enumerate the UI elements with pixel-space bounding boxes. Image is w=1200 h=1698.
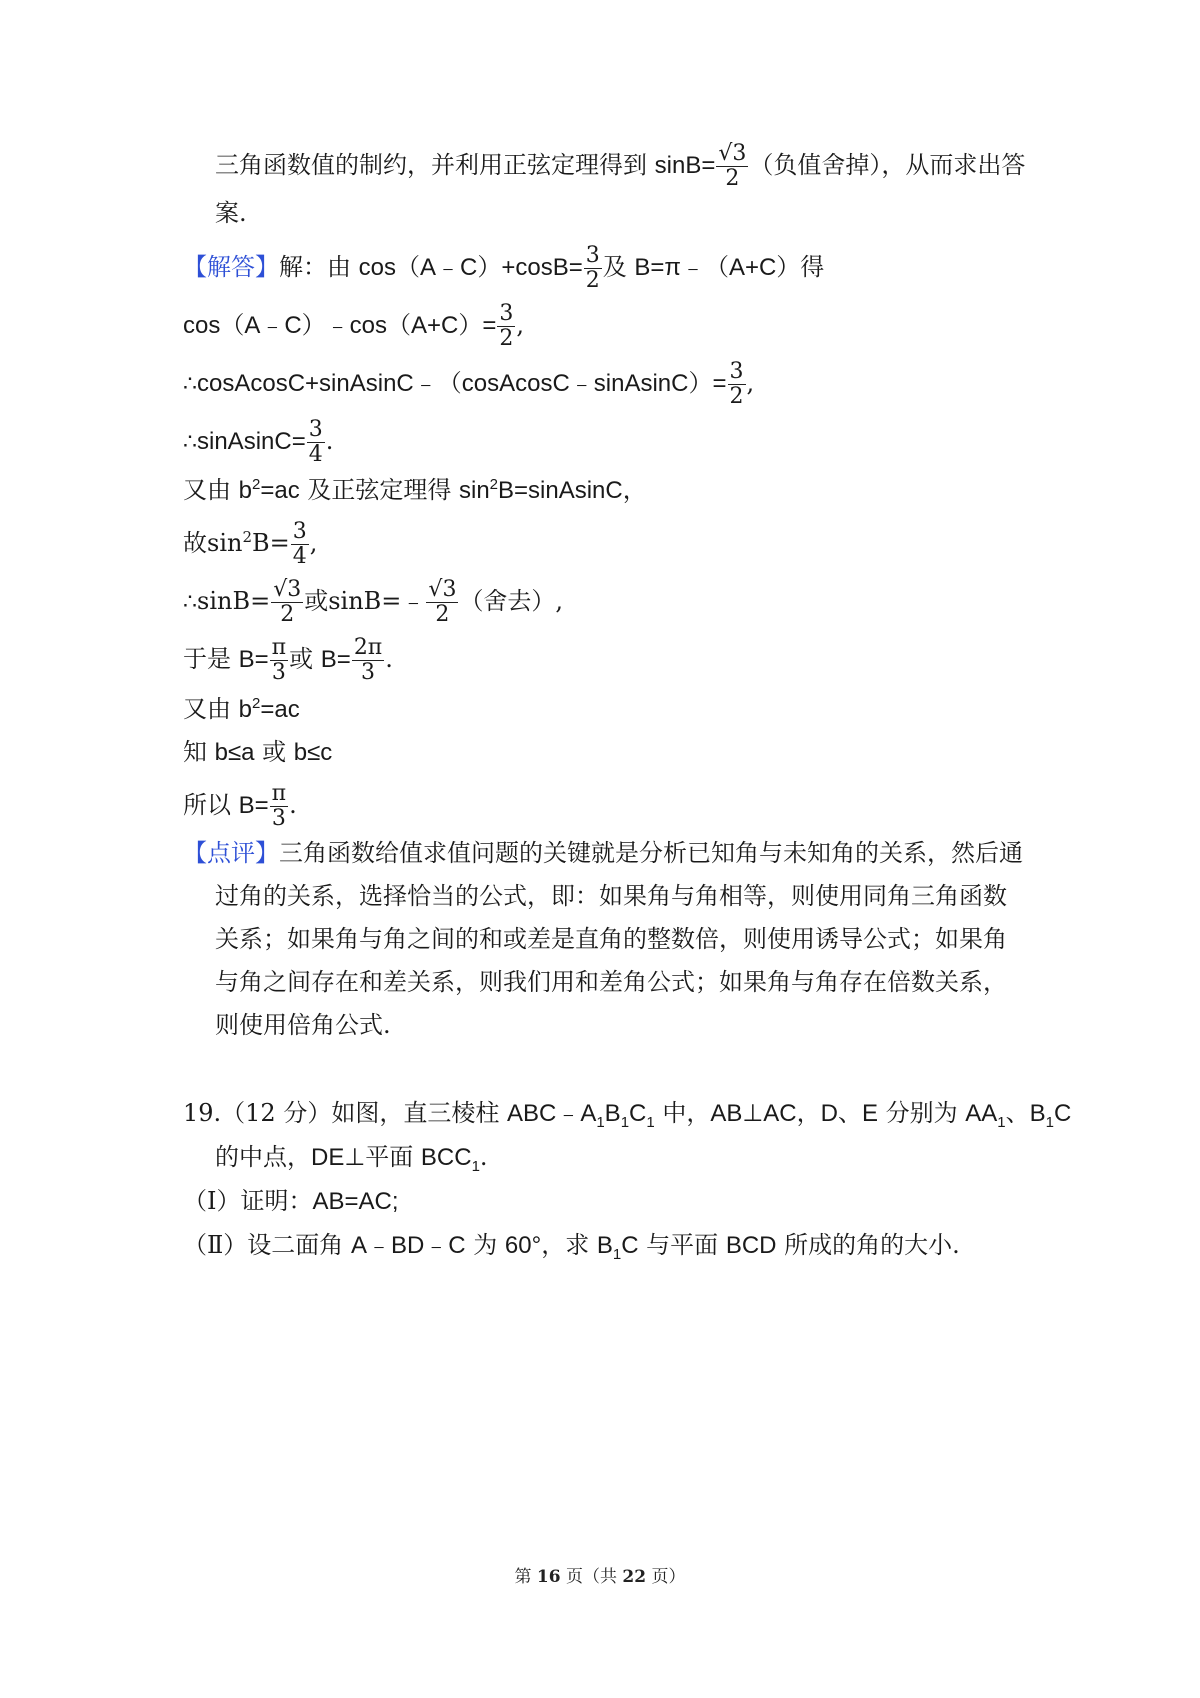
text-segment: , (309, 529, 318, 557)
math-text: BCD (725, 1232, 777, 1259)
text-segment: 知 (183, 738, 215, 766)
text-segment: 则使用倍角公式. (215, 1011, 391, 1039)
comment-line-1 (183, 836, 1043, 870)
text-segment: 平面 (365, 1143, 421, 1171)
text-segment: . (289, 791, 297, 819)
page-number: 16 (536, 1567, 561, 1587)
math-text: AB=AC; (312, 1188, 399, 1215)
problem-19-line-1 (183, 1096, 1072, 1131)
solution-line-11 (183, 782, 1043, 831)
footer-text: 页） (646, 1567, 686, 1587)
footer-text: 第 (514, 1567, 537, 1587)
fraction-pi-over-3 (270, 636, 288, 685)
superscript: 2 (252, 695, 261, 712)
fraction-sqrt3-over-2 (426, 578, 458, 627)
text-segment: （Ⅱ）设二面角 (183, 1231, 351, 1259)
fraction-pi-over-3 (270, 782, 288, 831)
therefore-symbol: ∴ (183, 590, 197, 615)
math-text: BCC (420, 1144, 472, 1171)
math-text: B= (252, 529, 290, 557)
fraction-denominator: 4 (292, 544, 307, 569)
fraction-3-over-2 (497, 302, 515, 351)
problem-19-line-2 (215, 1140, 1075, 1175)
therefore-symbol: ∴ (183, 372, 197, 397)
fraction-denominator: 4 (308, 442, 323, 467)
text-segment: 所成的角的大小. (776, 1231, 960, 1259)
text-segment: 解：由 (279, 253, 359, 281)
fraction-denominator: 2 (280, 602, 295, 627)
text-segment: 三角函数值的制约，并利用正弦定理得到 (215, 151, 655, 179)
solution-line-2 (183, 302, 1043, 351)
superscript: 2 (252, 476, 261, 493)
text-segment: 所以 (183, 791, 239, 819)
fraction-numerator: 3 (499, 301, 514, 326)
text-segment: 三角函数给值求值问题的关键就是分析已知角与未知角的关系，然后通 (279, 839, 1023, 867)
solution-line-4 (183, 418, 1043, 467)
math-text: 、B (1005, 1100, 1046, 1127)
math-text: AA (965, 1100, 998, 1127)
math-text: C (629, 1100, 647, 1127)
text-segment: （Ⅰ）证明： (183, 1187, 313, 1215)
fraction-numerator: π (271, 781, 287, 806)
comment-line-2 (215, 879, 1075, 913)
subscript: 1 (997, 1113, 1006, 1131)
math-text: AB⊥AC，D、E (710, 1100, 878, 1127)
fraction-denominator: 3 (271, 806, 286, 831)
math-text: ABC﹣A (506, 1100, 597, 1127)
subscript: 1 (646, 1113, 655, 1131)
math-text: DE⊥ (311, 1144, 366, 1171)
solution-line-6 (183, 520, 1043, 569)
text-segment: 得 (800, 253, 825, 281)
math-text: 60° (504, 1232, 542, 1259)
math-text: cos（A﹣C）﹣cos（A+C）= (183, 312, 497, 339)
text-segment: 中， (654, 1099, 711, 1127)
text-segment: , (516, 311, 525, 339)
comment-tag: 【点评】 (183, 839, 279, 867)
page-footer (0, 1562, 1200, 1587)
math-text: b≤c (293, 739, 333, 766)
math-text: cos（A﹣C）+cosB= (358, 254, 583, 281)
text-segment: . (385, 645, 393, 673)
math-text: C (621, 1232, 639, 1259)
text-segment: 又由 (183, 695, 239, 723)
solution-line-8 (183, 636, 1043, 685)
text-segment: 及 (602, 253, 635, 281)
comment-line-4 (215, 965, 1075, 999)
math-text: sinAsinC= (197, 428, 306, 455)
text-segment: . (325, 427, 334, 455)
fraction-numerator: √3 (273, 577, 302, 602)
math-text: B= (238, 792, 269, 819)
math-text: b (238, 696, 252, 723)
text-segment: 的中点， (215, 1143, 311, 1171)
math-text: sin (458, 477, 490, 504)
solution-line-1 (183, 244, 1043, 293)
fraction-numerator: 3 (585, 243, 600, 268)
text-segment: （舍去）, (459, 587, 564, 615)
fraction-denominator: 3 (361, 660, 376, 685)
fraction-numerator: 3 (729, 359, 744, 384)
fraction-numerator: 3 (308, 417, 323, 442)
text-segment: 或 (304, 587, 329, 615)
math-text: sinB=﹣ (328, 587, 426, 615)
solution-line-9 (183, 692, 1043, 727)
fraction-3-over-2 (584, 244, 602, 293)
math-text: B (596, 1232, 613, 1259)
problem-19-part-1 (183, 1184, 1043, 1219)
subscript: 1 (620, 1113, 630, 1131)
math-text: C (1053, 1100, 1072, 1127)
comment-line-5 (215, 1008, 1075, 1042)
total-pages: 22 (622, 1567, 647, 1587)
text-segment: 故 (183, 529, 207, 557)
fraction-3-over-2 (728, 360, 746, 409)
math-text: B=sinAsinC， (498, 477, 647, 504)
text-segment: 为 (465, 1231, 505, 1259)
text-segment: . (479, 1143, 488, 1171)
fraction-numerator: √3 (428, 577, 457, 602)
math-text: sin (207, 529, 243, 557)
text-segment: （负值舍掉），从而求出答 (749, 151, 1026, 179)
text-segment: ，求 (541, 1231, 597, 1259)
text-segment: 或 (254, 738, 294, 766)
fraction-sqrt3-over-2 (271, 578, 303, 627)
math-text: b≤a (214, 739, 255, 766)
math-text: =ac (260, 696, 300, 723)
text-segment: 案. (215, 199, 247, 227)
superscript: 2 (242, 528, 252, 546)
solution-line-3 (183, 360, 1043, 409)
text-segment: 又由 (183, 476, 239, 504)
therefore-symbol: ∴ (183, 430, 197, 455)
text-segment: 与角之间存在和差关系，则我们用和差角公式；如果角与角存在倍数关系， (215, 968, 1007, 996)
math-text: B= (238, 646, 269, 673)
text-segment: 19.（12 分）如图，直三棱柱 (183, 1099, 507, 1127)
fraction-numerator: √3 (718, 141, 747, 166)
math-text: A﹣BD﹣C (350, 1232, 466, 1259)
solution-line-10 (183, 735, 1043, 770)
solution-line-5 (183, 473, 1043, 508)
math-text: =ac (260, 477, 300, 504)
subscript: 1 (612, 1245, 622, 1263)
fraction-denominator: 2 (499, 326, 514, 351)
text-segment: 于是 (183, 645, 239, 673)
text-segment: 关系；如果角与角之间的和或差是直角的整数倍，则使用诱导公式；如果角 (215, 925, 1007, 953)
fraction-numerator: 3 (292, 519, 307, 544)
math-text: B (604, 1100, 621, 1127)
superscript: 2 (489, 476, 499, 493)
text-segment: , (746, 369, 755, 397)
fraction-3-over-4 (307, 418, 325, 467)
analysis-line-2 (215, 196, 1075, 230)
math-text: sinB= (197, 587, 271, 615)
fraction-numerator: 2π (353, 635, 383, 660)
analysis-line-1 (215, 142, 1075, 191)
math-text: B=π﹣（A+C） (634, 254, 801, 281)
text-segment: 过角的关系，选择恰当的公式，即：如果角与角相等，则使用同角三角函数 (215, 882, 1007, 910)
text-segment: 分别为 (877, 1099, 966, 1127)
subscript: 1 (471, 1157, 480, 1175)
fraction-denominator: 2 (729, 384, 744, 409)
problem-19-part-2 (183, 1228, 1043, 1263)
math-text: b (238, 477, 252, 504)
subscript: 1 (596, 1113, 605, 1131)
text-segment: 与平面 (638, 1231, 726, 1259)
fraction-sqrt3-over-2 (716, 142, 748, 191)
footer-text: 页（共 (560, 1567, 623, 1587)
fraction-denominator: 2 (435, 602, 450, 627)
math-text: sinB= (654, 152, 716, 179)
subscript: 1 (1045, 1113, 1054, 1131)
text-segment: 及正弦定理得 (299, 476, 459, 504)
text-segment: 或 (289, 645, 321, 673)
fraction-denominator: 3 (271, 660, 286, 685)
fraction-denominator: 2 (725, 166, 740, 191)
fraction-3-over-4 (291, 520, 309, 569)
solution-tag: 【解答】 (183, 253, 279, 281)
fraction-numerator: π (271, 635, 287, 660)
comment-line-3 (215, 922, 1075, 956)
math-text: cosAcosC+sinAsinC﹣（cosAcosC﹣sinAsinC）= (197, 370, 727, 397)
solution-line-7 (183, 578, 1043, 627)
math-text: B= (320, 646, 351, 673)
fraction-2pi-over-3 (352, 636, 384, 685)
fraction-denominator: 2 (585, 268, 600, 293)
